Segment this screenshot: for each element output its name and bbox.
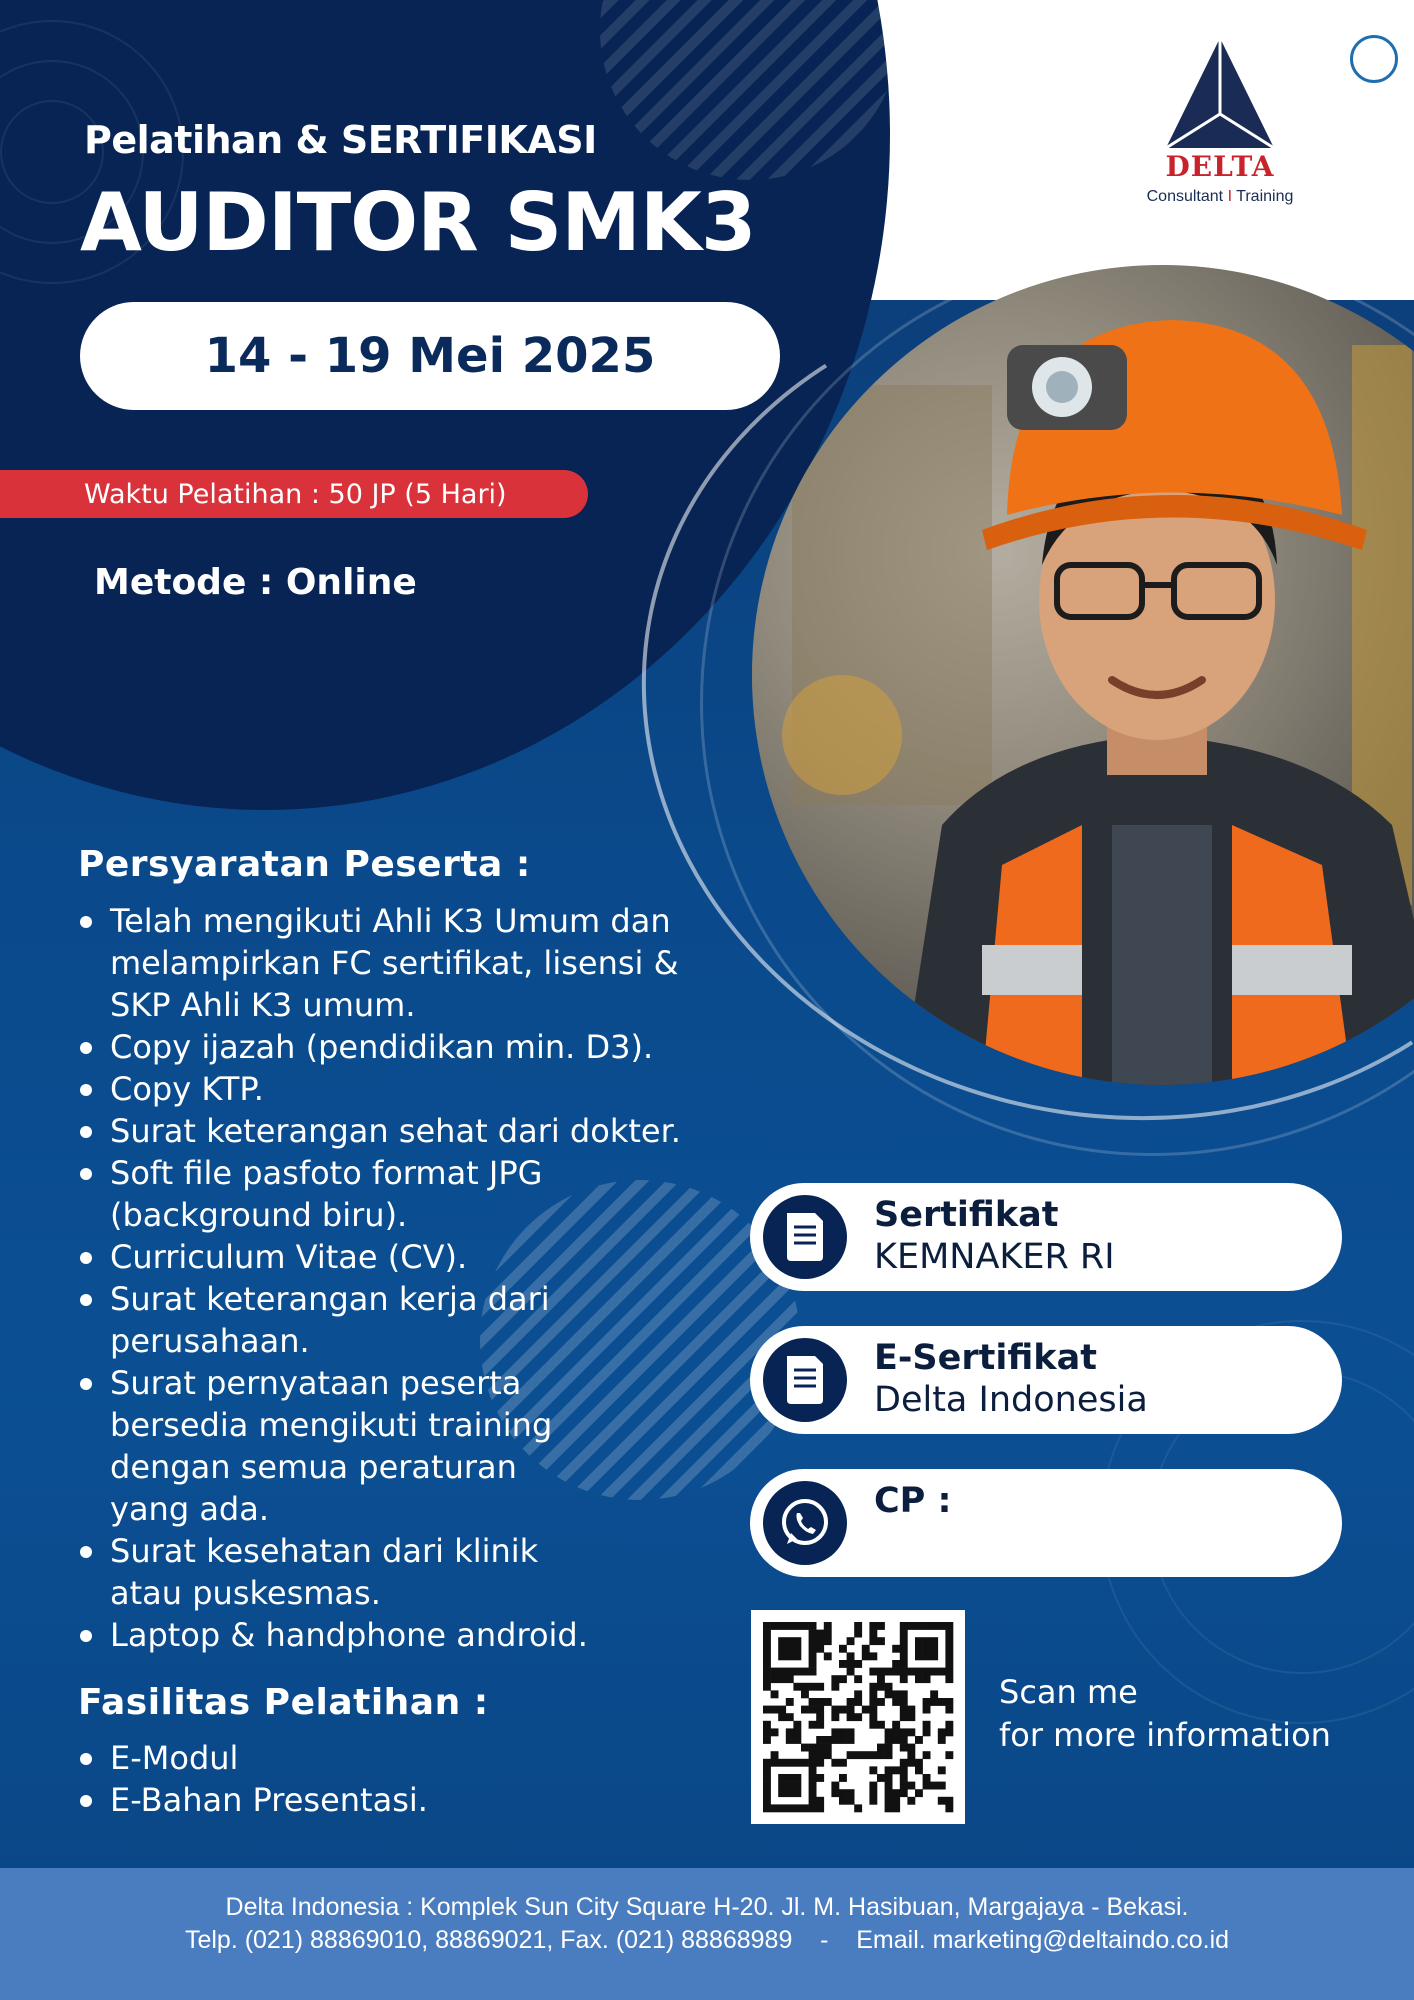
- list-item: Copy KTP.: [78, 1068, 718, 1110]
- logo-tagline-right: Training: [1236, 188, 1294, 205]
- e-certificate-card: [750, 1326, 1342, 1434]
- delta-logo: [1140, 38, 1300, 218]
- logo-name: DELTA: [1165, 150, 1275, 183]
- card-subtitle: Delta Indonesia: [874, 1380, 1148, 1420]
- logo-tagline-separator: I: [1227, 188, 1233, 205]
- list-item: Surat pernyataan peserta bersedia mengikuti training dengan semua peraturan yang ada.: [78, 1362, 590, 1530]
- requirements-title: Persyaratan Peserta :: [78, 844, 531, 885]
- list-item: Curriculum Vitae (CV).: [78, 1236, 718, 1278]
- facilities-title: Fasilitas Pelatihan :: [78, 1682, 489, 1723]
- scan-text-line1: Scan me: [999, 1673, 1138, 1711]
- contact-card[interactable]: [750, 1469, 1342, 1577]
- list-item: Soft file pasfoto format JPG (background biru).: [78, 1152, 590, 1236]
- duration-banner: [0, 470, 588, 518]
- date-text: 14 - 19 Mei 2025: [204, 328, 656, 384]
- list-item: Copy ijazah (pendidikan min. D3).: [78, 1026, 718, 1068]
- delta-triangle-icon: [1140, 38, 1300, 150]
- card-title: CP :: [874, 1481, 952, 1521]
- worker-illustration: [752, 265, 1414, 1085]
- list-item: Surat kesehatan dari klinik atau puskesmas.: [78, 1530, 590, 1614]
- logo-tagline-left: Consultant: [1146, 188, 1224, 205]
- facilities-list: [78, 1737, 638, 1821]
- footer-address: Delta Indonesia : Komplek Sun City Square H-20. Jl. M. Hasibuan, Margajaya - Bekasi.: [225, 1893, 1189, 1921]
- requirements-list: [78, 900, 718, 1656]
- list-item: Telah mengikuti Ahli K3 Umum dan melampirkan FC sertifikat, lisensi & SKP Ahli K3 umum.: [78, 900, 718, 1026]
- qr-code[interactable]: [751, 1610, 965, 1824]
- worker-photo: [752, 265, 1414, 1085]
- card-title: Sertifikat: [874, 1195, 1059, 1235]
- card-subtitle: KEMNAKER RI: [874, 1237, 1115, 1277]
- method-text: Metode : Online: [94, 562, 417, 603]
- corner-circle-icon: [1350, 35, 1398, 83]
- program-title: AUDITOR SMK3: [80, 176, 756, 269]
- footer-contact: Telp. (021) 88869010, 88869021, Fax. (021) 88868989 - Email. marketing@deltaindo.co.id: [184, 1926, 1230, 1954]
- document-icon: [763, 1338, 847, 1422]
- list-item: E-Modul: [78, 1737, 638, 1779]
- whatsapp-icon: [763, 1481, 847, 1565]
- document-icon: [763, 1195, 847, 1279]
- scan-text-line2: for more information: [999, 1716, 1331, 1754]
- list-item: Surat keterangan sehat dari dokter.: [78, 1110, 718, 1152]
- list-item: Laptop & handphone android.: [78, 1614, 718, 1656]
- certificate-card: [750, 1183, 1342, 1291]
- qr-code-icon: [751, 1610, 965, 1824]
- logo-tagline: [1130, 188, 1310, 206]
- list-item: Surat keterangan kerja dari perusahaan.: [78, 1278, 590, 1362]
- date-badge: [80, 302, 780, 410]
- duration-text: Waktu Pelatihan : 50 JP (5 Hari): [84, 478, 507, 510]
- card-title: E-Sertifikat: [874, 1338, 1097, 1378]
- program-subtitle: Pelatihan & SERTIFIKASI: [84, 118, 597, 162]
- list-item: E-Bahan Presentasi.: [78, 1779, 638, 1821]
